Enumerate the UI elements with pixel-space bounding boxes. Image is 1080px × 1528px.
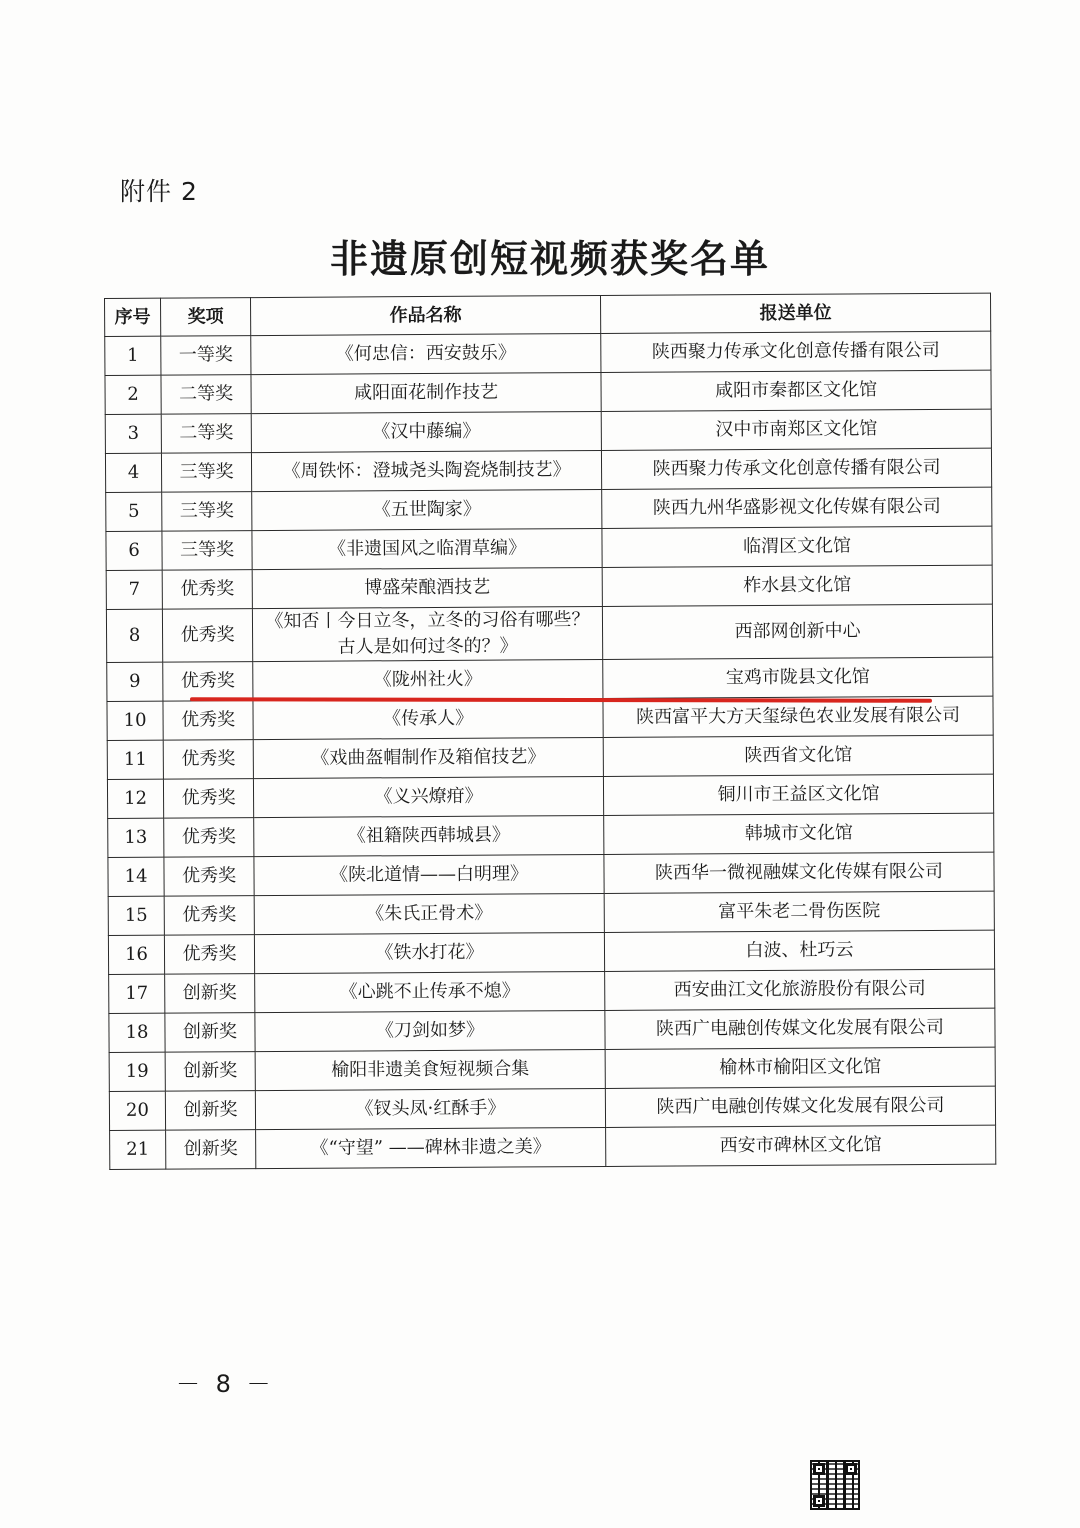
cell-unit: 白波、杜巧云: [604, 930, 994, 971]
cell-award: 优秀奖: [163, 779, 253, 819]
cell-work: 《陕北道情——白明理》: [254, 854, 604, 895]
table-row: [110, 1125, 996, 1169]
cell-no: 14: [108, 857, 164, 896]
cell-unit: 宝鸡市陇县文化馆: [603, 657, 993, 698]
cell-no: 7: [106, 570, 162, 609]
cell-award: 二等奖: [161, 414, 251, 454]
table-row: [105, 370, 991, 414]
cell-unit: 临渭区文化馆: [602, 526, 992, 567]
table-body: [105, 331, 996, 1169]
cell-no: 3: [105, 414, 161, 453]
cell-work: 博盛荣酿酒技艺: [252, 567, 602, 608]
cell-no: 15: [108, 896, 164, 935]
cell-award: 创新奖: [166, 1130, 256, 1170]
cell-no: 6: [106, 531, 162, 570]
cell-work: 《周铁怀：澄城尧头陶瓷烧制技艺》: [251, 450, 601, 491]
document-title: 非遗原创短视频获奖名单: [329, 236, 770, 281]
cell-work: 《义兴燎疳》: [253, 776, 603, 817]
header-unit: 报送单位: [600, 293, 990, 333]
cell-no: 11: [107, 740, 163, 779]
cell-work: 《刀剑如梦》: [255, 1010, 605, 1051]
cell-unit: 西安市碑林区文化馆: [606, 1125, 996, 1166]
cell-award: 优秀奖: [163, 662, 253, 702]
cell-award: 一等奖: [161, 336, 251, 376]
qr-corner-marker: [813, 1463, 825, 1475]
table-row: [109, 1047, 995, 1091]
cell-unit: 韩城市文化馆: [604, 813, 994, 854]
header-no: 序号: [105, 298, 161, 336]
cell-unit: 富平朱老二骨伤医院: [604, 891, 994, 932]
cell-award: 创新奖: [165, 1013, 255, 1053]
table-row: [106, 604, 992, 662]
cell-work: 《汉中藤编》: [251, 411, 601, 452]
cell-work: 《传承人》: [253, 698, 603, 739]
cell-award: 优秀奖: [163, 701, 253, 741]
qr-corner-marker: [813, 1495, 825, 1507]
cell-award: 三等奖: [161, 453, 251, 493]
table-row: [106, 565, 992, 609]
table-row: [107, 657, 993, 701]
cell-no: 8: [106, 609, 162, 662]
table-row: [108, 852, 994, 896]
table-row: [108, 930, 994, 974]
cell-work: 《戏曲盔帽制作及箱倌技艺》: [253, 737, 603, 778]
cell-work: 咸阳面花制作技艺: [251, 372, 601, 413]
cell-award: 三等奖: [162, 531, 252, 571]
table-row: [107, 735, 993, 779]
cell-unit: 陕西广电融创传媒文化发展有限公司: [605, 1008, 995, 1049]
table-row: [107, 696, 993, 740]
table-row: [107, 774, 993, 818]
cell-unit: 铜川市王益区文化馆: [603, 774, 993, 815]
cell-award: 二等奖: [161, 375, 251, 415]
page-number: － 8 －: [176, 1370, 275, 1398]
cell-work: 《“守望” ——碑林非遗之美》: [256, 1127, 606, 1168]
cell-unit: 陕西省文化馆: [603, 735, 993, 776]
cell-no: 17: [109, 974, 165, 1013]
cell-unit: 榆林市榆阳区文化馆: [605, 1047, 995, 1088]
cell-work: 《朱氏正骨术》: [254, 893, 604, 934]
cell-work: 《祖籍陕西韩城县》: [254, 815, 604, 856]
cell-unit: 陕西华一微视融媒文化传媒有限公司: [604, 852, 994, 893]
cell-award: 创新奖: [165, 1052, 255, 1092]
table-row: [106, 487, 992, 531]
cell-no: 9: [107, 662, 163, 701]
table-row: [105, 409, 991, 453]
cell-award: 优秀奖: [164, 935, 254, 975]
cell-unit: 柞水县文化馆: [602, 565, 992, 606]
table-row: [108, 813, 994, 857]
cell-award: 创新奖: [165, 1091, 255, 1131]
cell-no: 16: [108, 935, 164, 974]
cell-no: 2: [105, 375, 161, 414]
cell-award: 优秀奖: [164, 818, 254, 858]
table-row: [108, 891, 994, 935]
cell-no: 13: [108, 818, 164, 857]
cell-work: 《何忠信：西安鼓乐》: [251, 333, 601, 374]
cell-award: 优秀奖: [162, 609, 252, 663]
table-row: [109, 969, 995, 1013]
cell-no: 4: [105, 453, 161, 492]
attachment-label: 附件 2: [120, 177, 198, 206]
cell-no: 1: [105, 336, 161, 375]
header-award: 奖项: [161, 298, 251, 337]
cell-award: 优秀奖: [164, 896, 254, 936]
cell-work: 榆阳非遗美食短视频合集: [255, 1049, 605, 1090]
cell-work: 《知否丨今日立冬，立冬的习俗有哪些？古人是如何过冬的？》: [252, 606, 602, 661]
cell-no: 12: [107, 779, 163, 818]
award-table: [104, 293, 996, 1170]
cell-work: 《铁水打花》: [254, 932, 604, 973]
cell-no: 5: [106, 492, 162, 531]
cell-work: 《陇州社火》: [253, 659, 603, 700]
table-row: [106, 526, 992, 570]
cell-unit: 陕西广电融创传媒文化发展有限公司: [605, 1086, 995, 1127]
table-header-row: [105, 293, 991, 336]
cell-award: 优秀奖: [162, 570, 252, 610]
cell-work: 《心跳不止传承不熄》: [255, 971, 605, 1012]
cell-award: 优秀奖: [164, 857, 254, 897]
cell-award: 三等奖: [162, 492, 252, 532]
cell-unit: 咸阳市秦都区文化馆: [601, 370, 991, 411]
cell-no: 18: [109, 1013, 165, 1052]
cell-no: 21: [110, 1130, 166, 1169]
table-row: [105, 331, 991, 375]
cell-award: 创新奖: [165, 974, 255, 1014]
cell-work: 《非遗国风之临渭草编》: [252, 528, 602, 569]
qr-corner-marker: [845, 1463, 857, 1475]
cell-unit: 陕西九州华盛影视文化传媒有限公司: [602, 487, 992, 528]
cell-award: 优秀奖: [163, 740, 253, 780]
table-row: [109, 1086, 995, 1130]
cell-unit: 陕西聚力传承文化创意传播有限公司: [601, 331, 991, 372]
header-work: 作品名称: [251, 295, 601, 335]
cell-work: 《钗头凤·红酥手》: [255, 1088, 605, 1129]
cell-unit: 陕西富平大方天玺绿色农业发展有限公司: [603, 696, 993, 737]
cell-unit: 陕西聚力传承文化创意传播有限公司: [601, 448, 991, 489]
award-table-wrapper: [104, 293, 996, 1170]
cell-unit: 西安曲江文化旅游股份有限公司: [605, 969, 995, 1010]
table-row: [109, 1008, 995, 1052]
qr-code-icon: [810, 1460, 860, 1510]
cell-unit: 西部网创新中心: [602, 604, 992, 659]
cell-no: 20: [109, 1091, 165, 1130]
cell-work: 《五世陶家》: [252, 489, 602, 530]
cell-no: 19: [109, 1052, 165, 1091]
cell-unit: 汉中市南郑区文化馆: [601, 409, 991, 450]
cell-no: 10: [107, 701, 163, 740]
table-row: [105, 448, 991, 492]
